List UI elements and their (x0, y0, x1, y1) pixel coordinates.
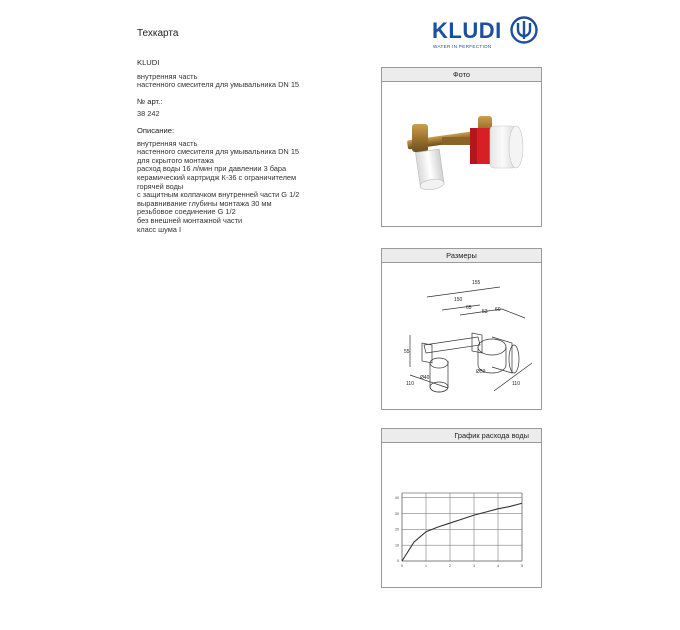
document-title: Техкарта (137, 28, 179, 39)
y-tick-label: 30 (395, 511, 399, 516)
description-line: внутренняя часть (137, 138, 198, 148)
product-photo (382, 82, 541, 226)
logo-wordmark: KLUDI (432, 18, 502, 43)
kludi-emblem-icon (510, 16, 538, 44)
description-line: расход воды 16 л/мин при давлении 3 бара (137, 164, 287, 174)
flow-chart-panel (381, 428, 542, 588)
product-name-line: настенного смесителя для умывальника DN 15 (137, 80, 300, 90)
x-tick-label: 5 (521, 564, 523, 568)
product-brand: KLUDI (137, 58, 160, 67)
kludi-logo (432, 14, 542, 50)
description-line: с защитным колпачком внутренней части G 1/2 (137, 190, 300, 200)
x-tick-label: 4 (497, 564, 499, 568)
dimension-drawing (382, 263, 541, 409)
logo-tagline: WATER IN PERFECTION (433, 44, 492, 49)
description-label: Описание: (137, 125, 175, 135)
dimensions-panel (381, 248, 542, 410)
y-tick-label: 0 (397, 559, 399, 564)
x-tick-label: 1 (425, 564, 427, 568)
y-tick-label: 10 (395, 543, 399, 548)
dim-d40: Ø40 (420, 375, 430, 381)
chart-frame (402, 493, 522, 561)
y-tick-label: 40 (395, 495, 399, 500)
article-label: № арт.: (137, 96, 163, 106)
y-tick-label: 20 (395, 527, 399, 532)
dim-60: 60 (495, 307, 501, 313)
photo-panel-title: Фото (382, 68, 541, 82)
description-line: без внешней монтажной части (137, 215, 243, 225)
x-tick-label: 0 (401, 564, 403, 568)
flow-series-line (402, 503, 522, 561)
description-line: выравнивание глубины монтажа 30 мм (137, 198, 272, 208)
dim-150: 150 (454, 297, 463, 303)
description-line: настенного смесителя для умывальника DN 15 (137, 147, 300, 157)
product-name (137, 73, 347, 90)
description-line: для скрытого монтажа (137, 155, 214, 165)
photo-panel (381, 67, 542, 227)
x-tick-label: 2 (449, 564, 451, 568)
article-value: 38 242 (137, 109, 160, 119)
dim-155: 155 (472, 280, 481, 286)
description-line: керамический картридж К-36 с ограничителем (137, 172, 297, 182)
flow-chart (382, 443, 541, 587)
product-description (137, 140, 347, 235)
description-line: горячей воды (137, 181, 184, 191)
dim-53: 53 (482, 309, 488, 315)
dim-110-right: 110 (512, 381, 520, 387)
dim-110-left: 110 (406, 381, 414, 387)
description-line: класс шума I (137, 224, 182, 234)
dim-d50: Ø50 (476, 369, 486, 375)
dim-65: 65 (466, 305, 472, 311)
product-info (137, 59, 347, 234)
dimensions-panel-title: Размеры (382, 249, 541, 263)
x-tick-label: 3 (473, 564, 475, 568)
flow-chart-panel-title: График расхода воды (382, 429, 541, 443)
product-name-line: внутренняя часть (137, 71, 198, 81)
description-line: резьбовое соединение G 1/2 (137, 207, 236, 217)
dim-55: 55 (404, 349, 410, 355)
